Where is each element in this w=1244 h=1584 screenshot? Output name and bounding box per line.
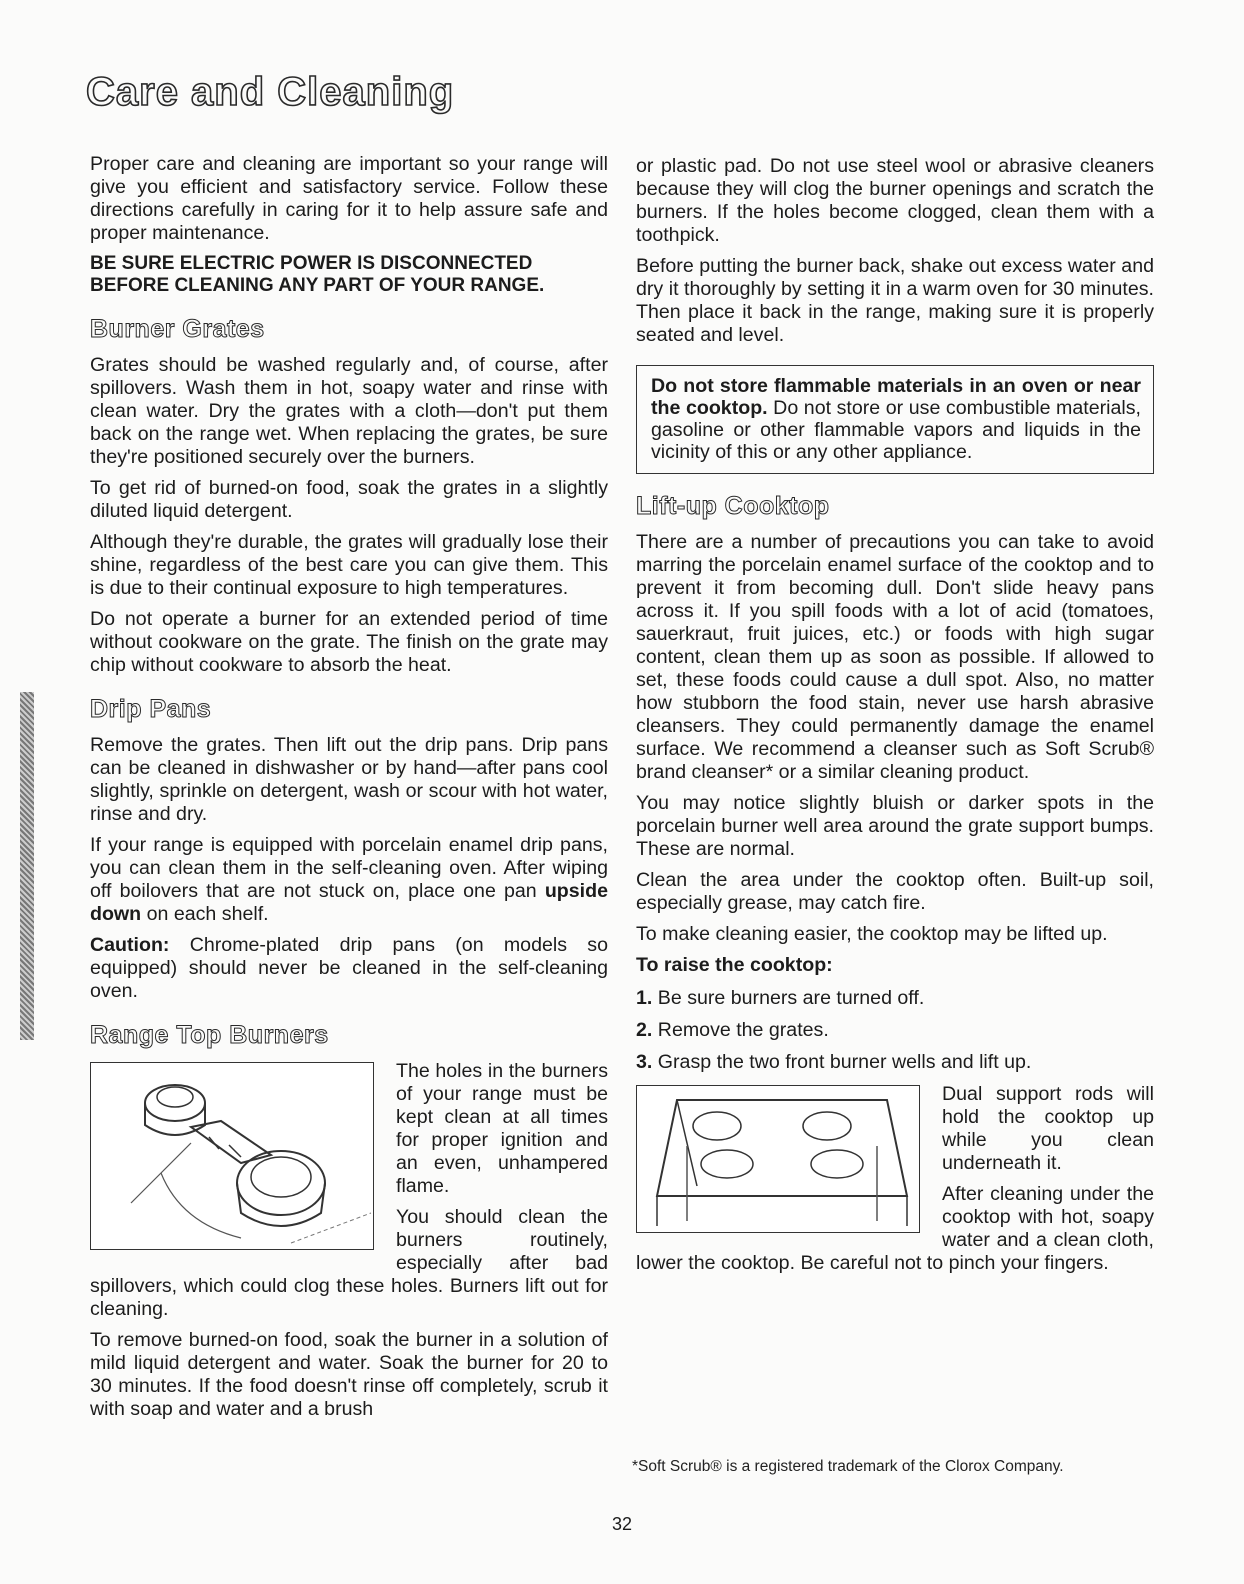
range-top-burners-p2: You should clean the burners routinely, especially after bad spillovers, which could clog these holes. Burners lift out for cleaning. <box>90 1206 608 1320</box>
left-column <box>90 153 608 1429</box>
flammable-warning-bold: Do not store flammable materials in an oven or near the cooktop. <box>651 375 1141 419</box>
lift-up-cooktop-p1: There are a number of precautions you can take to avoid marring the porcelain enamel surface of the cooktop and to prevent it from becoming dull. Don't slide heavy pans across it. If you spill foods with a lot of acid (tomatoes, sauerkraut, fruit juices, etc.) or foods with high sugar content, clean them up as soon as possible. If allowed to set, these foods could cause a dull spot. Also, no matter how stubborn the food stain, never use harsh abrasive cleansers. They could permanently damage the enamel surface. We recommend a cleanser such as Soft Scrub® brand cleanser* or a similar cleaning product. <box>636 531 1154 783</box>
step-text: Grasp the two front burner wells and lift up. <box>657 1051 1032 1073</box>
cooktop-illustration <box>636 1085 920 1233</box>
caution-text: Chrome-plated drip pans (on models so equipped) should never be cleaned in the self-cleaning oven. <box>90 934 608 1002</box>
drip-pans-p1: Remove the grates. Then lift out the drip pans. Drip pans can be cleaned in dishwasher or by hand—after pans cool slightly, sprinkle on detergent, wash or scour with hot water, rinse and dry. <box>90 734 608 825</box>
lift-up-cooktop-heading: Lift-up Cooktop <box>636 492 830 520</box>
burner-grates-p1: Grates should be washed regularly and, of course, after spillovers. Wash them in hot, soapy water and rinse with clean water. Dry the grates with a cloth—don't put them back on the range wet. When replacing the grates, be sure they're positioned securely over the burners. <box>90 354 608 468</box>
burner-grates-p4: Do not operate a burner for an extended period of time without cookware on the grate. The finish on the grate may chip without cookware to absorb the heat. <box>90 608 608 676</box>
burner-grates-p2: To get rid of burned-on food, soak the grates in a slightly diluted liquid detergent. <box>90 477 608 522</box>
lift-up-cooktop-p4: To make cleaning easier, the cooktop may be lifted up. <box>636 923 1108 945</box>
drip-pans-heading: Drip Pans <box>90 695 212 723</box>
drip-pans-p2 <box>90 834 608 926</box>
range-top-burners-p1: The holes in the burners of your range must be kept clean at all times for proper ignition and an even, unhampered flame. <box>396 1060 608 1197</box>
lift-up-cooktop-p2: You may notice slightly bluish or darker spots in the porcelain burner well area around the grate support bumps. These are normal. <box>636 792 1154 860</box>
step-item <box>636 1019 1154 1042</box>
flammable-warning-body: Do not store or use combustible materials, gasoline or other flammable vapors and liquids in the vicinity of this or any other appliance. <box>651 397 1141 463</box>
burner-cleaning-continued: or plastic pad. Do not use steel wool or abrasive cleaners because they will clog the burner openings and scratch the burners. If the holes become clogged, clean them with a toothpick. <box>636 155 1154 246</box>
step-number: 1. <box>636 987 653 1009</box>
drip-pans-caution <box>90 934 608 1003</box>
cooktop-support-rods-text: Dual support rods will hold the cooktop up while you clean underneath it. <box>942 1083 1154 1174</box>
flammable-warning-text <box>651 375 1141 463</box>
step-text: Be sure burners are turned off. <box>657 987 925 1009</box>
step-item <box>636 987 1154 1010</box>
raise-cooktop-steps <box>636 987 1154 1074</box>
burner-reinstall-paragraph: Before putting the burner back, shake out excess water and dry it thoroughly by setting it in a warm oven for 30 minutes. Then place it back in the range, making sure it is properly seated and level. <box>636 255 1154 346</box>
power-warning: BE SURE ELECTRIC POWER IS DISCONNECTED BEFORE CLEANING ANY PART OF YOUR RANGE. <box>90 253 545 296</box>
lift-up-cooktop-p3: Clean the area under the cooktop often. Built-up soil, especially grease, may catch fire. <box>636 869 1154 914</box>
burner-figure-row <box>90 1060 608 1329</box>
cooktop-figure-row <box>636 1083 1154 1283</box>
drip-pans-p2-end: on each shelf. <box>141 903 269 925</box>
right-column <box>636 155 1154 1283</box>
trademark-footnote: *Soft Scrub® is a registered trademark of the Clorox Company. <box>632 1458 1064 1475</box>
step-number: 3. <box>636 1051 653 1073</box>
page-number: 32 <box>611 1514 633 1534</box>
burner-illustration <box>90 1062 374 1250</box>
step-item <box>636 1051 1154 1074</box>
flammable-warning-box <box>636 365 1154 474</box>
step-text: Remove the grates. <box>657 1019 829 1041</box>
raise-cooktop-label: To raise the cooktop: <box>636 954 833 976</box>
cooktop-lower-text: After cleaning under the cooktop with hot, soapy water and a clean cloth, lower the cooktop. Be careful not to pinch your fingers. <box>636 1183 1154 1274</box>
upside-down-emphasis: upside down <box>90 880 608 925</box>
intro-paragraph: Proper care and cleaning are important so your range will give you efficient and satisfactory service. Follow these directions carefully in caring for it to help assure safe and proper maintenance. <box>90 153 608 244</box>
section-tab-marker <box>20 692 34 1040</box>
caution-label: Caution: <box>90 934 170 956</box>
burner-grates-heading: Burner Grates <box>90 315 265 343</box>
drip-pans-p2-text: If your range is equipped with porcelain enamel drip pans, you can clean them in the self-cleaning oven. After wiping off boilovers that are not stuck on, place one pan <box>90 834 608 902</box>
range-top-burners-p3: To remove burned-on food, soak the burner in a solution of mild liquid detergent and water. Soak the burner for 20 to 30 minutes. If the food doesn't rinse off completely, scrub it with soap and water and a brush <box>90 1329 608 1420</box>
page-title: Care and Cleaning <box>86 70 455 114</box>
range-top-burners-heading: Range Top Burners <box>90 1021 329 1049</box>
step-number: 2. <box>636 1019 653 1041</box>
burner-grates-p3: Although they're durable, the grates will gradually lose their shine, regardless of the best care you can give them. This is due to their continual exposure to high temperatures. <box>90 531 608 599</box>
